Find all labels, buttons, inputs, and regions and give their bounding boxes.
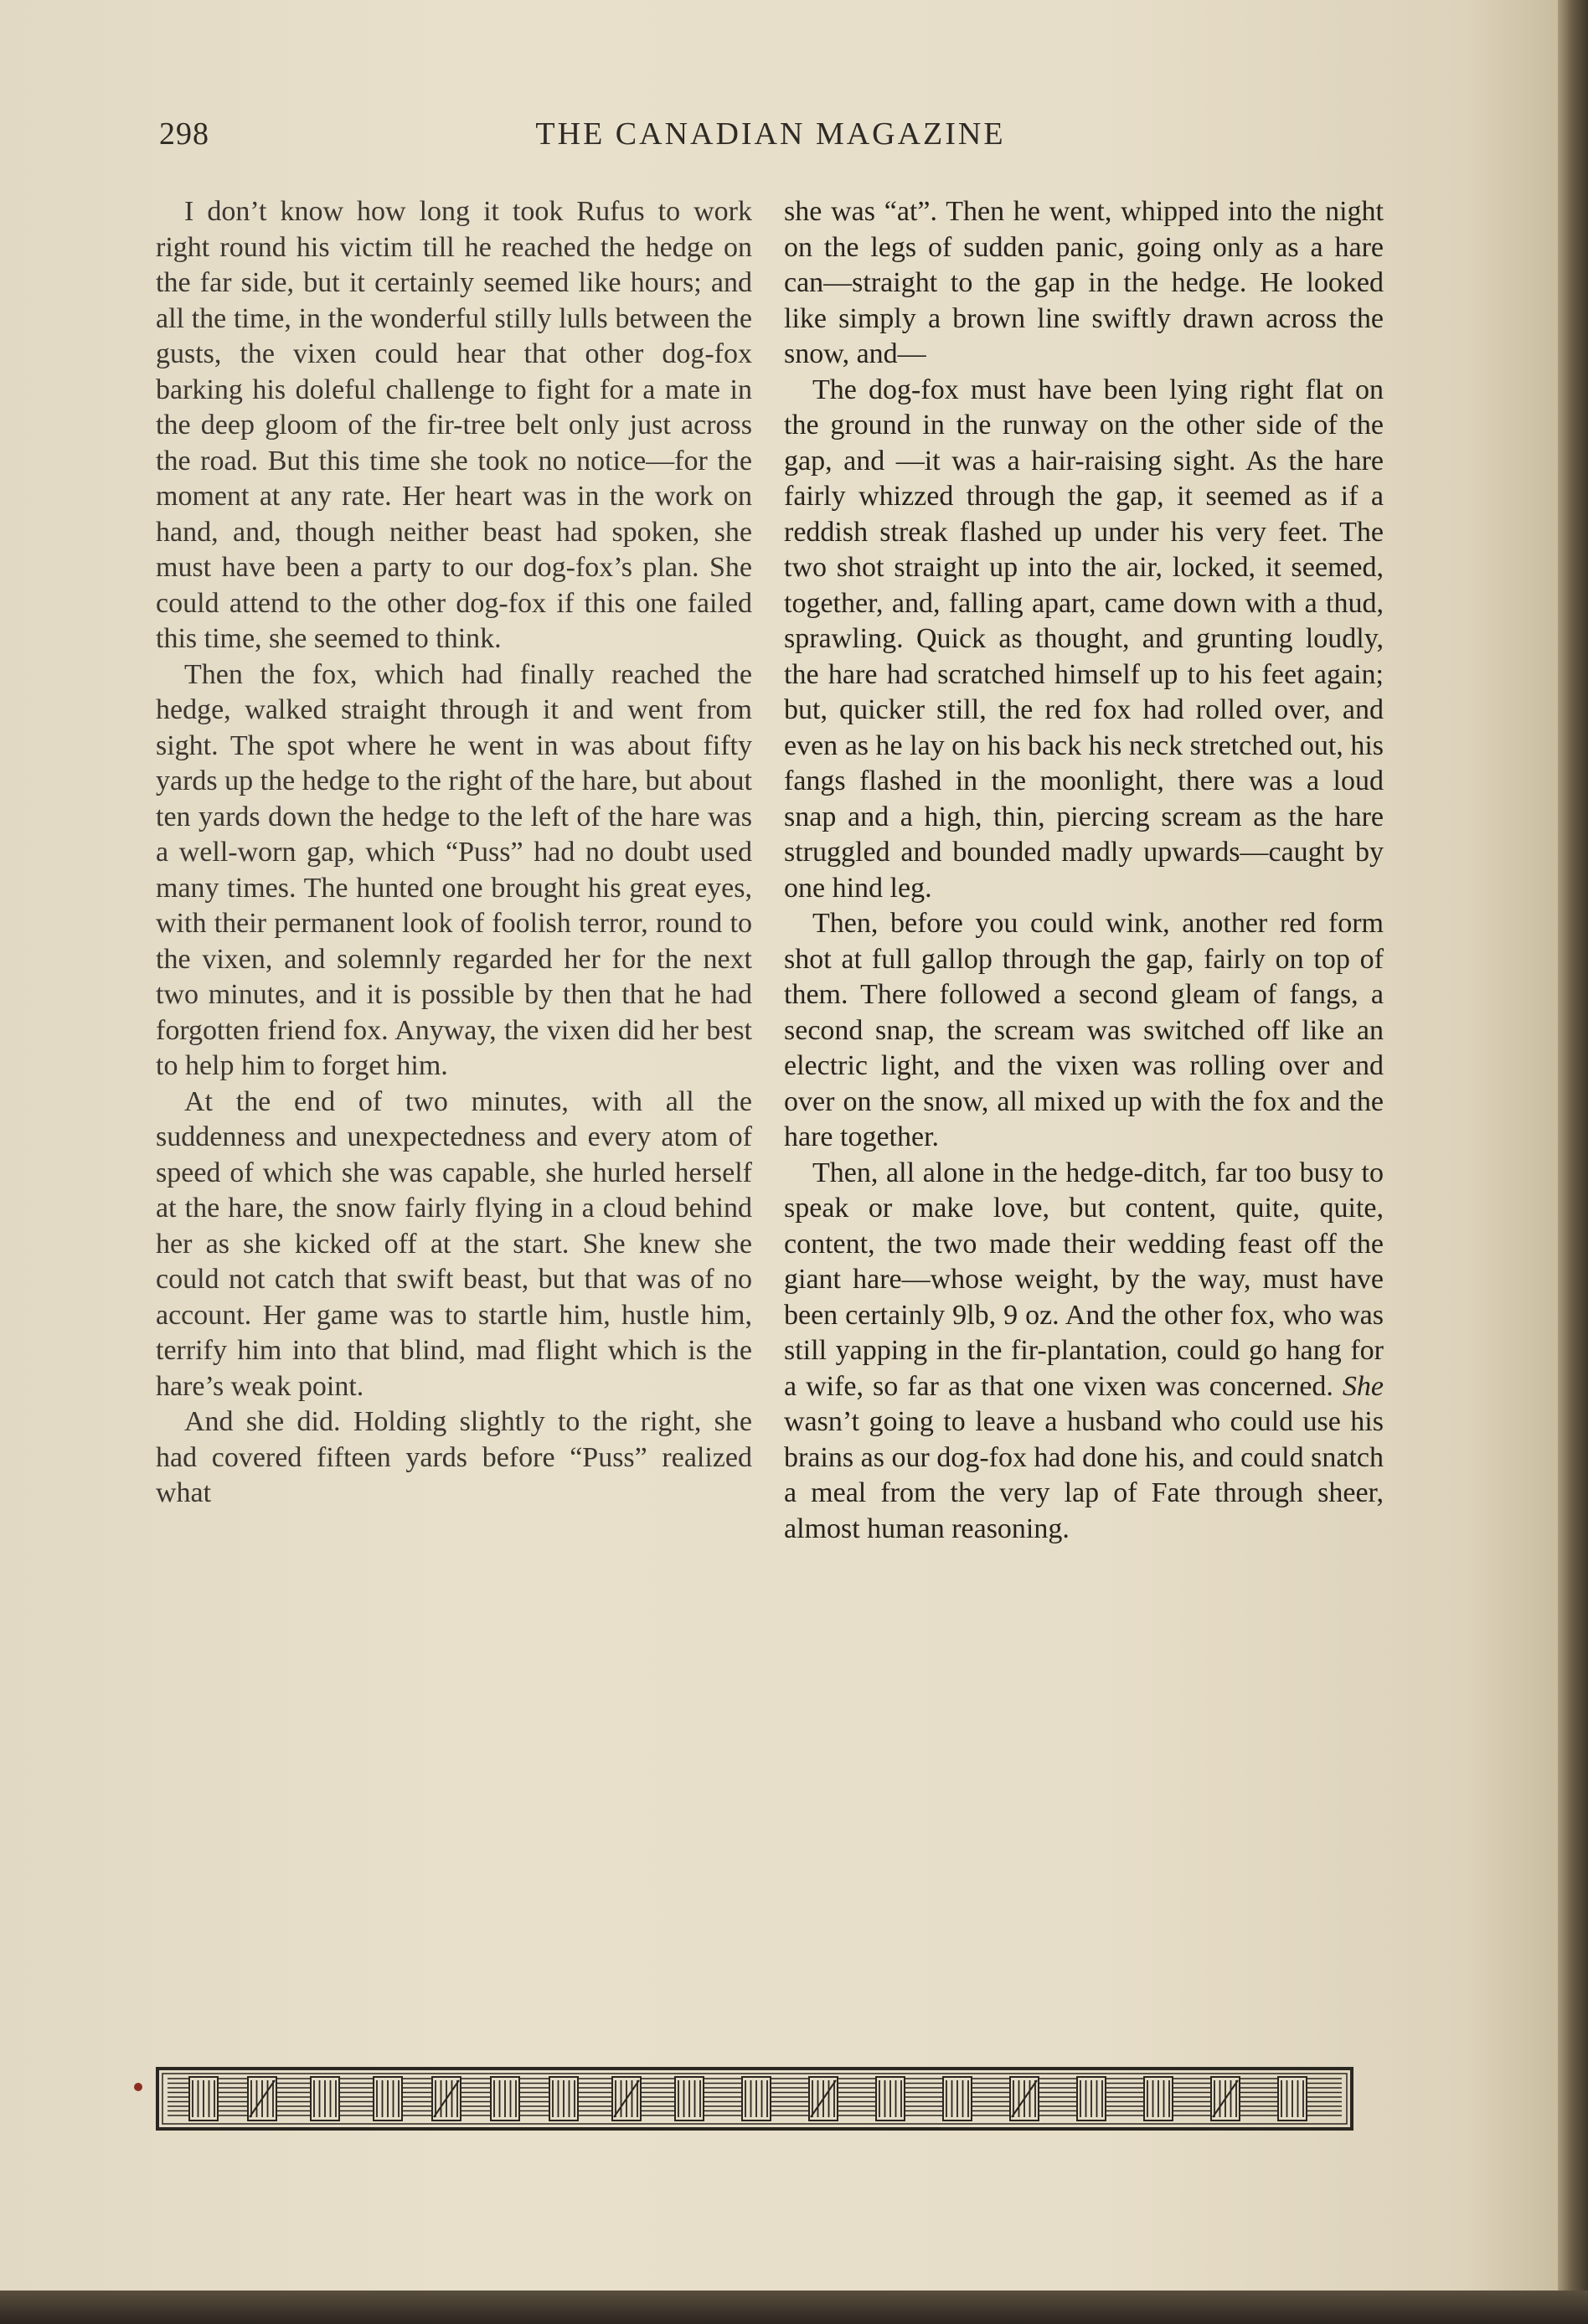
page-header — [159, 116, 1382, 166]
paragraph: Then, before you could wink, another red form shot at full gallop through the gap, fairly on top of them. There followed a second gleam of fangs, a second snap, the scream was switched off like an electric light, and the vixen was rolling over and over on the snow, all mixed up with the fox and the hare together. — [784, 908, 1384, 1152]
running-head: THE CANADIAN MAGAZINE — [535, 116, 1006, 152]
greek-key-border — [156, 2067, 1353, 2131]
paragraph: At the end of two minutes, with all the suddenness and unexpectedness and every atom of speed of which she was capable, she hurled herself at the hare, the snow fairly flying in a cloud behind her as she kicked off at the start. She knew she could not catch that swift beast, but that was of no account. Her game was to startle him, hustle him, terrify him into that blind, mad flight which is the hare’s weak point. — [156, 1085, 752, 1402]
ornament-graphic — [156, 2067, 1353, 2131]
page-bottom-edge — [0, 2291, 1588, 2324]
book-spine-shadow — [1558, 0, 1588, 2324]
paragraph-text: wasn’t going to leave a husband who could use his brains as our dog-fox had done his, and could snatch a meal from the very lap of Fate through sheer, almost human reasoning. — [784, 1406, 1384, 1544]
paragraph-text: she was “at”. Then he went, whipped into the night on the legs of sudden panic, going only as a hare can—straight to the gap in the hedge. He looked like simply a brown line swiftly drawn across the snow, and— — [784, 196, 1384, 369]
paragraph: I don’t know how long it took Rufus to work right round his victim till he reached the hedge on the far side, but it certainly seemed like hours; and all the time, in the wonderful stilly lulls between the gusts, the vixen could hear that other dog-fox barking his doleful challenge to fight for a mate in the deep gloom of the fir-tree belt only just across the road. But this time she took no notice—for the moment at any rate. Her heart was in the work on hand, and, though neither beast had spoken, she must have been a party to our dog-fox’s plan. She could attend to the other dog-fox if this one failed this time, she seemed to think. — [156, 196, 752, 654]
paragraph: The dog-fox must have been lying right flat on the ground in the runway on the other side of the gap, and —it was a hair-raising sight. As the hare fairly whizzed through the gap, it seemed as if a reddish streak flashed up under his very feet. The two shot straight up into the air, locked, it seemed, together, and, falling apart, came down with a thud, sprawling. Quick as thought, and grunting loudly, the hare had scratched himself up to his feet again; but, quicker still, the red fox had rolled over, and even as he lay on his back his neck stretched out, his fangs flashed in the moonlight, there was a loud snap and a high, thin, piercing scream as the hare struggled and bounded madly upwards—caught by one hind leg. — [784, 374, 1384, 904]
left-column — [156, 194, 752, 1512]
paragraph: Then the fox, which had finally reached the hedge, walked straight through it and went from sight. The spot where he went in was about fifty yards up the hedge to the right of the hare, but about ten yards down the hedge to the left of the hare was a well-worn gap, which “Puss” had no doubt used many times. The hunted one brought his great eyes, with their permanent look of foolish terror, round to the vixen, and solemnly regarded her for the next two minutes, and it is possible by then that he had forgotten friend fox. Anyway, the vixen did her best to help him to forget him. — [156, 658, 752, 1081]
continued-paragraph — [784, 194, 1384, 373]
page-number: 298 — [159, 116, 209, 152]
paragraph-text: Then, all alone in the hedge-ditch, far too busy to speak or make love, but content, quite, quite, content, the two made their wedding feast off the giant hare—whose weight, by the way, must have been certainly 9lb, 9 oz. And the other fox, who was still yapping in the fir-plantation, could go hang for a wife, so far as that one vixen was concerned. — [784, 1157, 1384, 1402]
paragraph: And she did. Holding slightly to the right, she had covered fifteen yards before “Puss” realized what — [156, 1406, 752, 1508]
emphasis-text: She — [1342, 1370, 1384, 1402]
right-column — [784, 194, 1384, 1547]
final-paragraph — [784, 1156, 1384, 1548]
printer-dot — [134, 2083, 142, 2091]
